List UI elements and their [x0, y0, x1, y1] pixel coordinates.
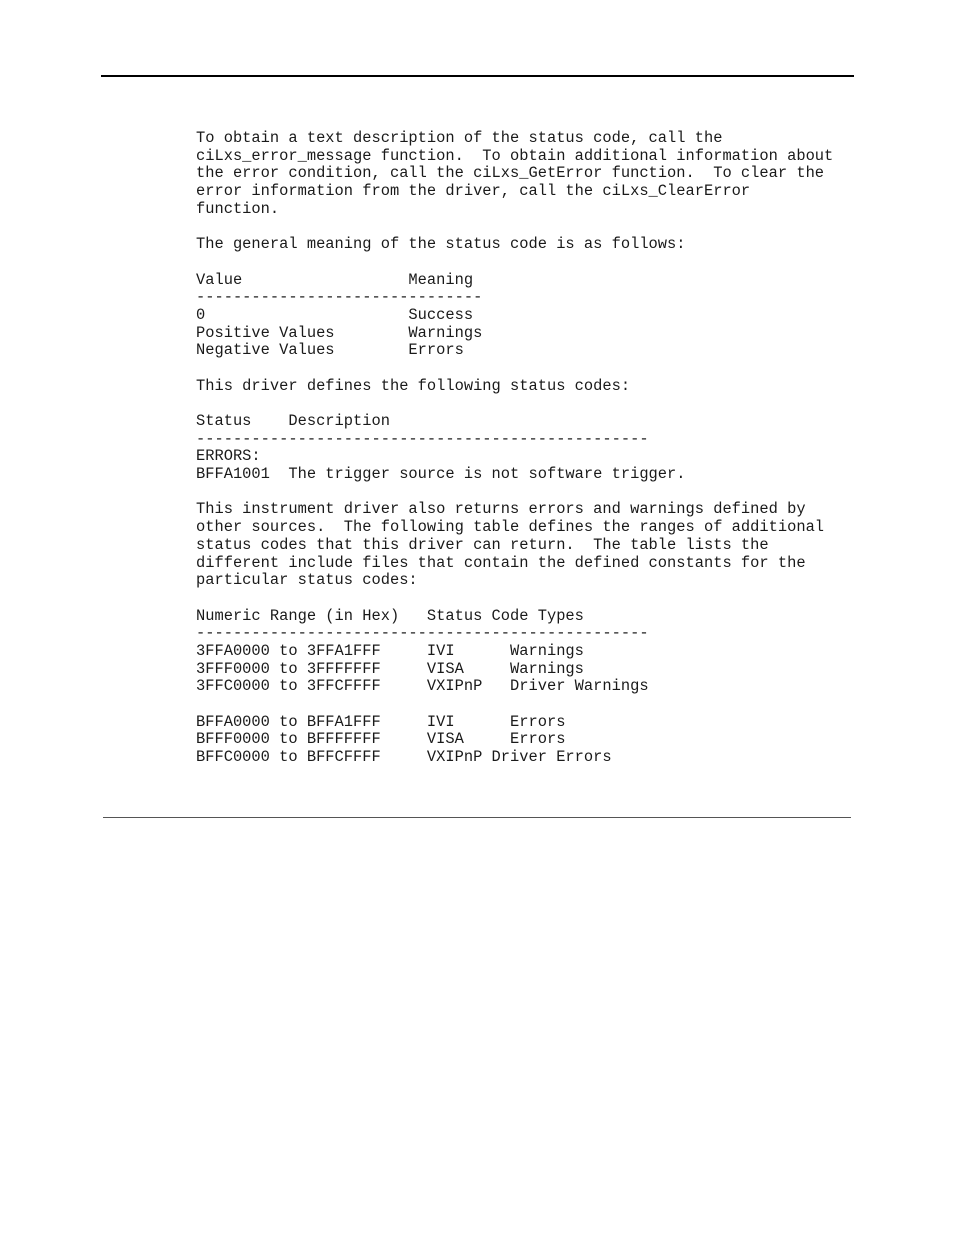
table-header: Status Description — [196, 412, 390, 430]
table-header: Numeric Range (in Hex) Status Code Types — [196, 606, 584, 625]
table-row: 3FFC0000 to 3FFCFFFF VXIPnP Driver Warnings — [196, 677, 649, 696]
table-row: 0 Success — [196, 305, 474, 324]
text-line: particular status codes: — [196, 571, 418, 590]
blank-line — [196, 484, 896, 502]
text-line: error information from the driver, call the ciLxs_ClearError — [196, 182, 751, 201]
text-line: function. — [196, 199, 280, 218]
text-line: the error condition, call the ciLxs_GetError function. To clear the — [196, 164, 825, 183]
blank-line — [196, 360, 896, 378]
blank-line — [196, 218, 896, 236]
table-row: BFFF0000 to BFFFFFFF VISA Errors — [196, 730, 566, 749]
blank-line — [196, 696, 896, 714]
table-row: Positive Values Warnings — [196, 323, 483, 342]
table-row: BFFA1001 The trigger source is not software trigger. — [196, 465, 686, 484]
header-rule — [101, 75, 854, 77]
text-line: ciLxs_error_message function. To obtain additional information about — [196, 146, 834, 165]
table-row: ERRORS: — [196, 447, 261, 466]
table-header: Value Meaning — [196, 270, 474, 289]
blank-line — [196, 590, 896, 608]
footer-rule — [103, 817, 851, 818]
text-line: other sources. The following table defines the ranges of additional — [196, 518, 825, 537]
table-row: BFFA0000 to BFFA1FFF IVI Errors — [196, 712, 566, 731]
document-body — [196, 130, 896, 767]
table-row: 3FFA0000 to 3FFA1FFF IVI Warnings — [196, 641, 584, 660]
blank-line — [196, 395, 896, 413]
table-divider: ------------------------------------------------- — [196, 624, 649, 643]
table-row: 3FFF0000 to 3FFFFFFF VISA Warnings — [196, 659, 584, 678]
text-line: status codes that this driver can return. The table lists the — [196, 535, 769, 554]
table-row: BFFC0000 to BFFCFFFF VXIPnP Driver Errors — [196, 748, 612, 767]
text-line: different include files that contain the defined constants for the — [196, 553, 806, 572]
text-line: To obtain a text description of the status code, call the — [196, 129, 723, 147]
table-divider: ------------------------------------------------- — [196, 429, 649, 448]
table-row: Negative Values Errors — [196, 341, 464, 360]
text-line: This instrument driver also returns errors and warnings defined by — [196, 500, 806, 519]
table-divider: ------------------------------- — [196, 288, 483, 307]
text-line: This driver defines the following status codes: — [196, 376, 631, 395]
blank-line — [196, 254, 896, 272]
text-line: The general meaning of the status code is as follows: — [196, 235, 686, 254]
